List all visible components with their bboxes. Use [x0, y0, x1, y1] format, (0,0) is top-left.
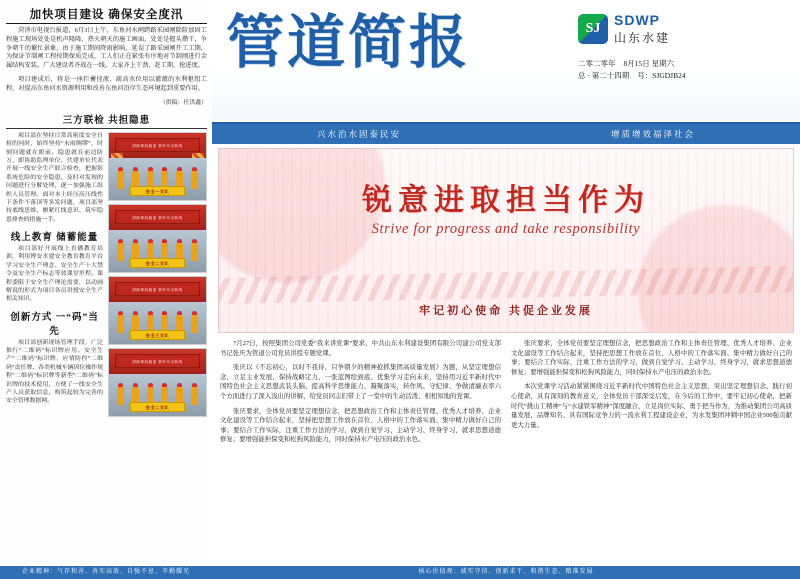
worker-figure-icon	[191, 171, 198, 189]
brand-logo	[578, 12, 788, 46]
worker-figure-icon	[191, 387, 198, 405]
right-footer-slogan: 核心价值观：诚实守信、创新求干、和谐生态、精准发展	[212, 566, 800, 579]
band-slogan-right: 增质增效福泽社会	[610, 129, 695, 139]
section1-paragraph: 项目部在坚持日常高密度安全自检的同时，始终坚持“未雨绸缪”，时刻问题就在眼前。隐患就在前边防万，即协助监理单位、代建单位代表开展一线安全生产联合检查，把握影系统危险的安全隐患，及时对发现的问题进行分解处理，逐一加强施工组织人员管理。面对本土经压高压线性下条件不落顶等多发问题，项目部坚持底线思维、辦紧红线意识、筑牢隐患排查的措施一手。	[6, 132, 104, 223]
article-column-right	[511, 339, 792, 450]
decorative-ribbon	[218, 266, 794, 304]
article-paragraph: 本次党课学习活动紧紧围绕习近平新时代中国特色社会主义思想，突出坚定理想信念、践行初心使命，具有深刻的教育意义，全体党员干部深受启发，在今后的工作中，要牢记初心使命，把新时代“挑山工精神”与“水建铁军精神”深度融合，立足岗位实际、勇于把当作为，为推动集团公司高质量发展，品牌知名、具有国际竞争力的一流水利工程建设企业，为水发集团冲刺中国企业500强贡献更大力量。	[511, 383, 792, 429]
worker-figure-icon	[117, 171, 124, 189]
photo-sign-text: 安全二支队	[130, 258, 184, 268]
worker-figure-icon	[191, 243, 198, 261]
brand-name-en: SDWP	[614, 12, 660, 28]
photo-thumbnail	[108, 276, 207, 345]
hero-banner	[218, 148, 794, 333]
lead-paragraph-2: 项目建成后，将是一座拦蓄径流、疏高水位用以灌溉的水利枢纽工程，对提高东鱼河水资源利用和改善东鱼河沿岸生态环境起到重要作用。	[6, 75, 207, 92]
section-title-1: 三方联检 共担隐患	[62, 115, 151, 126]
worker-figure-icon	[117, 315, 124, 333]
lead-signature: （供稿：任洪鑫）	[159, 99, 207, 106]
section2-paragraph: 项目部好开展线上直播教育培训，利用博安水建安全教育教育平台学习安全生产理念、安全生产十大禁令及安全生产标志等效课堂里程。课程委限于安全生产理论需要，以动画解说的形式为项目各员讲授安全生产相关知识。	[6, 246, 104, 303]
section-title-3: 创新方式 一“码”当先	[10, 312, 99, 337]
issue-year: 二零二零年	[578, 59, 616, 68]
brand-name-cn: 山东水建	[614, 31, 671, 45]
article-column-left	[220, 339, 501, 450]
photo-thumbnail	[108, 204, 207, 273]
lower-content-area	[6, 132, 207, 417]
article-paragraph: 张庆要求，全体党员要坚定理想信念，把思想政治工作和主体责任管理、优秀人才培养、企业文化建设等工作结合起来，坚持把思想工作放在首位、人格中的工作落实面、集中精力做好自己的事；要结合工作实际，注重工作方法的学习，做到自觉学习、主动学习、终身学习，就求思想道德修复；要增强能担保变和松狗风险能力，同时保持水产电压的政治水色。	[220, 407, 501, 444]
slogan-band	[212, 124, 800, 144]
divider	[6, 128, 207, 129]
photo-banner-text: 消除事故隐患 筑牢安全防线	[115, 282, 200, 296]
band-slogan-left: 兴水治水固泰民安	[316, 129, 401, 139]
lead-headline: 加快项目建设 确保安全度汛	[6, 4, 207, 24]
photo-gallery	[108, 132, 207, 417]
publication-title: 管道简报	[226, 10, 471, 75]
masthead	[212, 0, 800, 120]
photo-thumbnail	[108, 132, 207, 201]
left-column	[0, 0, 212, 579]
photo-thumbnail	[108, 348, 207, 417]
masthead-meta	[578, 58, 788, 82]
photo-sign-text: 安全一支队	[130, 186, 184, 196]
left-footer-slogan: 企业精神：气存和善、善实高效、自强不息、辛勤耀光	[0, 566, 212, 579]
article-paragraph: 张庆要求，全体党员要坚定理想信念，把思想政治工作和主体责任管理、优秀人才培养、企业文化建设等工作结合起来，坚持把思想工作放在首位、人格中的工作落实面、集中精力做好自己的事；要结合工作实际，注重工作方法的学习，做到自觉学习、主动学习、终身学习，就求思想道德修复；要增强能担保变和松狗风险能力，同时保持水产电压的政治水色。	[511, 340, 792, 376]
logo-mark-icon: SJ	[578, 14, 608, 44]
photo-banner-text: 消除事故隐患 筑牢安全防线	[115, 138, 200, 152]
right-column	[212, 0, 800, 579]
hero-slogan: 锐意进取担当作为	[362, 184, 650, 217]
worker-figure-icon	[191, 315, 198, 333]
photo-banner-text: 消除事故隐患 筑牢安全防线	[115, 210, 200, 224]
article-paragraph: 张庆以《不忘初心，以时不我待、只争朝夕的精神抢抓集团高质量发展》为题，从坚定理想信念、立足主业发展、保持战略定力、一张蓝图绘到底、优集学习走向未来，坚持用习近平新时代中国特色社会主义思想武装头脑、提高科学思维能力、凝聚落实，转作风、守纪律、争做清廉表率六个方面进行了深入浅出的讲解，给党员同志们带上了一堂中的生动活泼、相相知地的党课。	[220, 364, 501, 401]
hero-subtitle: 牢记初心使命 共促企业发展	[419, 305, 593, 317]
article-paragraph: 7月27日，按照集团公司党委“我来讲党课”要求，中共山东水利建设集团有限公司建公司党支部书记张庆为管道公司党员讲授专题党课。	[220, 340, 501, 357]
issue-number: 总 · 第二十四期	[578, 71, 630, 80]
masthead-side	[578, 8, 788, 82]
section3-paragraph: 项目部创新现场管理手段，广泛推行“二维码”标识牌应用。安全生产“二维码”标识牌，应情防控“二维码”责任牌、各类机械车辆因位操作规程“二维码”标识牌等新型“二维码”标识牌的技术使用，方便了一线安全生产人员获取信息，构筑起较为完善的安全管理数据网。	[6, 339, 104, 405]
left-text-stack	[6, 132, 103, 417]
lead-paragraph-1: 菏泽市电视台报道，6月3日上午，东鱼河水闸跨路采园闸除险加固工程施工现场处处是机声隆隆、热火朝天的施工画面，处处是握头攒干，争争朝干的繁忙景象。由于施工期间降雨影响，延误了路采园闸开工工期，为保证节制闸工程按期保质完成，工人们正在紧张有序地对节制闸进行金属结构安装。广大建设者齐战在一线。大家齐上干劲，赶工期、抢进度。	[6, 27, 207, 70]
issue-date: 8月15日 星期六	[623, 59, 675, 68]
right-article-body	[212, 333, 800, 450]
photo-sign-text: 安全三支队	[130, 330, 184, 340]
section-title-2: 线上教育 储蓄能量	[10, 233, 99, 244]
photo-sign-text: 安全二支队	[130, 402, 184, 412]
worker-figure-icon	[117, 243, 124, 261]
issue-code: 号：SJGDJB24	[637, 71, 686, 80]
worker-figure-icon	[117, 387, 124, 405]
hero-slogan-english: Strive for progress and take responsibility	[371, 221, 641, 237]
photo-banner-text: 消除事故隐患 筑牢安全防线	[115, 354, 200, 368]
